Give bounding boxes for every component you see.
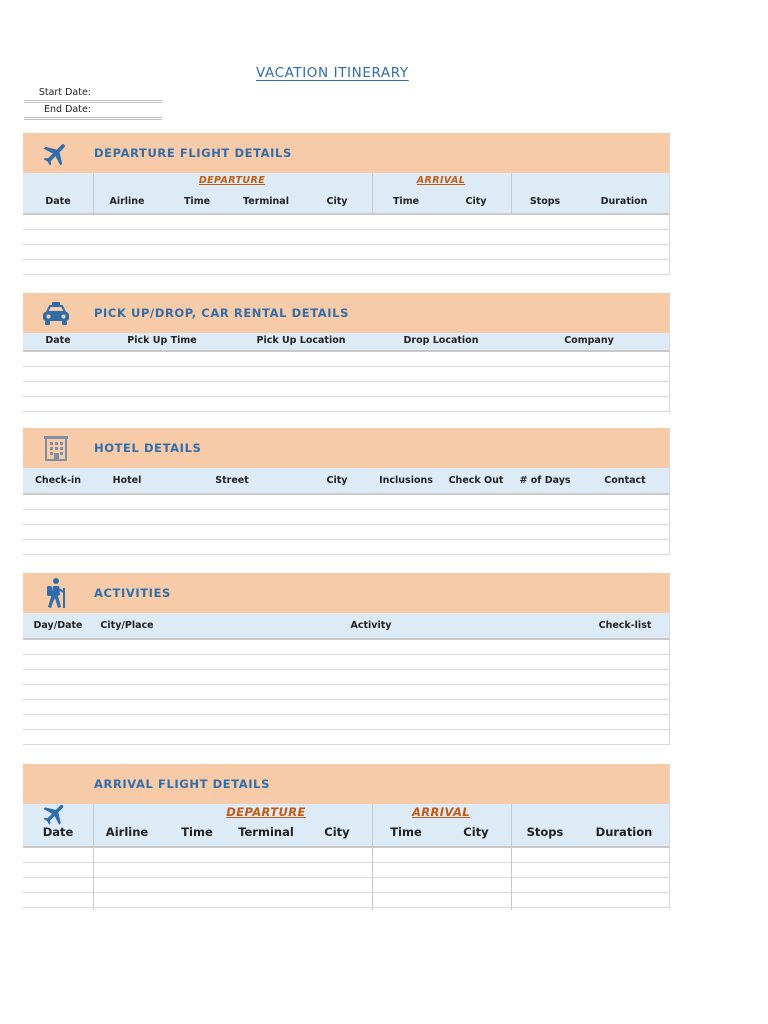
column-header: Pick Up Time xyxy=(127,335,197,346)
table-row[interactable] xyxy=(23,352,669,367)
column-header: Drop Location xyxy=(403,335,479,346)
column-header: # of Days xyxy=(519,475,571,486)
column-header: Date xyxy=(42,825,74,839)
column-header: Check Out xyxy=(448,475,504,486)
column-header: Airline xyxy=(105,825,149,839)
table-row[interactable] xyxy=(23,893,669,908)
end-date-label: End Date: xyxy=(44,104,91,115)
column-header: City xyxy=(463,825,489,839)
arrival-flight-title: ARRIVAL FLIGHT DETAILS xyxy=(94,777,270,791)
table-row[interactable] xyxy=(23,215,669,230)
column-header: Stops xyxy=(526,825,564,839)
airplane-icon xyxy=(40,800,70,828)
table-row[interactable] xyxy=(23,367,669,382)
table-row[interactable] xyxy=(23,863,669,878)
table-row[interactable] xyxy=(23,640,669,655)
arrival-flight-band xyxy=(23,764,670,804)
column-header: City xyxy=(326,475,348,486)
table-row[interactable] xyxy=(23,715,669,730)
departure-flight-title: DEPARTURE FLIGHT DETAILS xyxy=(94,146,292,160)
column-header: Airline xyxy=(109,196,145,207)
column-header: City xyxy=(324,825,350,839)
start-date-label: Start Date: xyxy=(38,87,91,98)
column-header: Date xyxy=(45,335,71,346)
end-date-row xyxy=(24,103,162,120)
departure-flight-header xyxy=(23,173,670,215)
column-header: Terminal xyxy=(243,196,289,207)
table-row[interactable] xyxy=(23,540,669,555)
column-divider xyxy=(511,804,512,846)
departure-sublabel: DEPARTURE xyxy=(226,805,306,819)
column-header: Check-in xyxy=(34,475,82,486)
hotel-title: HOTEL DETAILS xyxy=(94,441,202,455)
car-rental-title: PICK UP/DROP, CAR RENTAL DETAILS xyxy=(94,306,349,320)
hotel-building-icon xyxy=(43,435,69,463)
table-row[interactable] xyxy=(23,495,669,510)
column-header: Time xyxy=(390,825,422,839)
car-rental-band xyxy=(23,293,670,333)
column-header: Time xyxy=(183,196,211,207)
column-divider xyxy=(511,848,512,910)
column-header: Time xyxy=(181,825,213,839)
column-header: Street xyxy=(215,475,249,486)
column-header: Activity xyxy=(350,620,392,631)
departure-flight-band xyxy=(23,133,670,173)
column-divider xyxy=(372,173,373,213)
column-header: Contact xyxy=(604,475,646,486)
departure-sublabel: DEPARTURE xyxy=(198,175,266,186)
column-header: Time xyxy=(392,196,420,207)
table-row[interactable] xyxy=(23,655,669,670)
column-header: Duration xyxy=(600,196,648,207)
column-divider xyxy=(93,173,94,213)
column-divider xyxy=(372,848,373,910)
column-header: City/Place xyxy=(100,620,154,631)
arrival-sublabel: ARRIVAL xyxy=(411,805,471,819)
activities-header xyxy=(23,613,670,640)
activities-band xyxy=(23,573,670,613)
table-row[interactable] xyxy=(23,245,669,260)
column-divider xyxy=(93,848,94,910)
arrival-flight-header xyxy=(23,804,670,848)
activities-rows xyxy=(23,640,670,745)
column-header: City xyxy=(326,196,348,207)
activities-title: ACTIVITIES xyxy=(94,586,171,600)
airplane-icon xyxy=(40,139,72,169)
table-row[interactable] xyxy=(23,700,669,715)
car-rental-rows xyxy=(23,352,670,412)
hotel-rows xyxy=(23,495,670,555)
column-header: Pick Up Location xyxy=(256,335,346,346)
hotel-header xyxy=(23,468,670,495)
table-row[interactable] xyxy=(23,525,669,540)
table-row[interactable] xyxy=(23,878,669,893)
start-date-row xyxy=(24,86,162,103)
column-divider xyxy=(511,173,512,213)
table-row[interactable] xyxy=(23,730,669,745)
arrival-sublabel: ARRIVAL xyxy=(416,175,466,186)
table-row[interactable] xyxy=(23,230,669,245)
table-row[interactable] xyxy=(23,397,669,412)
column-header: Duration xyxy=(595,825,653,839)
column-header: Check-list xyxy=(598,620,652,631)
column-header: City xyxy=(465,196,487,207)
table-row[interactable] xyxy=(23,848,669,863)
column-header: Hotel xyxy=(112,475,142,486)
column-header: Stops xyxy=(529,196,561,207)
column-divider xyxy=(372,804,373,846)
table-row[interactable] xyxy=(23,382,669,397)
arrival-flight-rows xyxy=(23,848,670,908)
column-header: Terminal xyxy=(238,825,294,839)
page-title: VACATION ITINERARY xyxy=(256,65,409,81)
column-divider xyxy=(93,804,94,846)
hiker-icon xyxy=(43,577,71,610)
hotel-band xyxy=(23,428,670,468)
table-row[interactable] xyxy=(23,260,669,275)
car-rental-header xyxy=(23,333,670,352)
table-row[interactable] xyxy=(23,685,669,700)
column-header: Day/Date xyxy=(33,620,83,631)
departure-flight-rows xyxy=(23,215,670,275)
column-header: Date xyxy=(45,196,71,207)
table-row[interactable] xyxy=(23,670,669,685)
taxi-icon xyxy=(41,301,71,327)
column-header: Company xyxy=(564,335,614,346)
column-header: Inclusions xyxy=(379,475,433,486)
table-row[interactable] xyxy=(23,510,669,525)
